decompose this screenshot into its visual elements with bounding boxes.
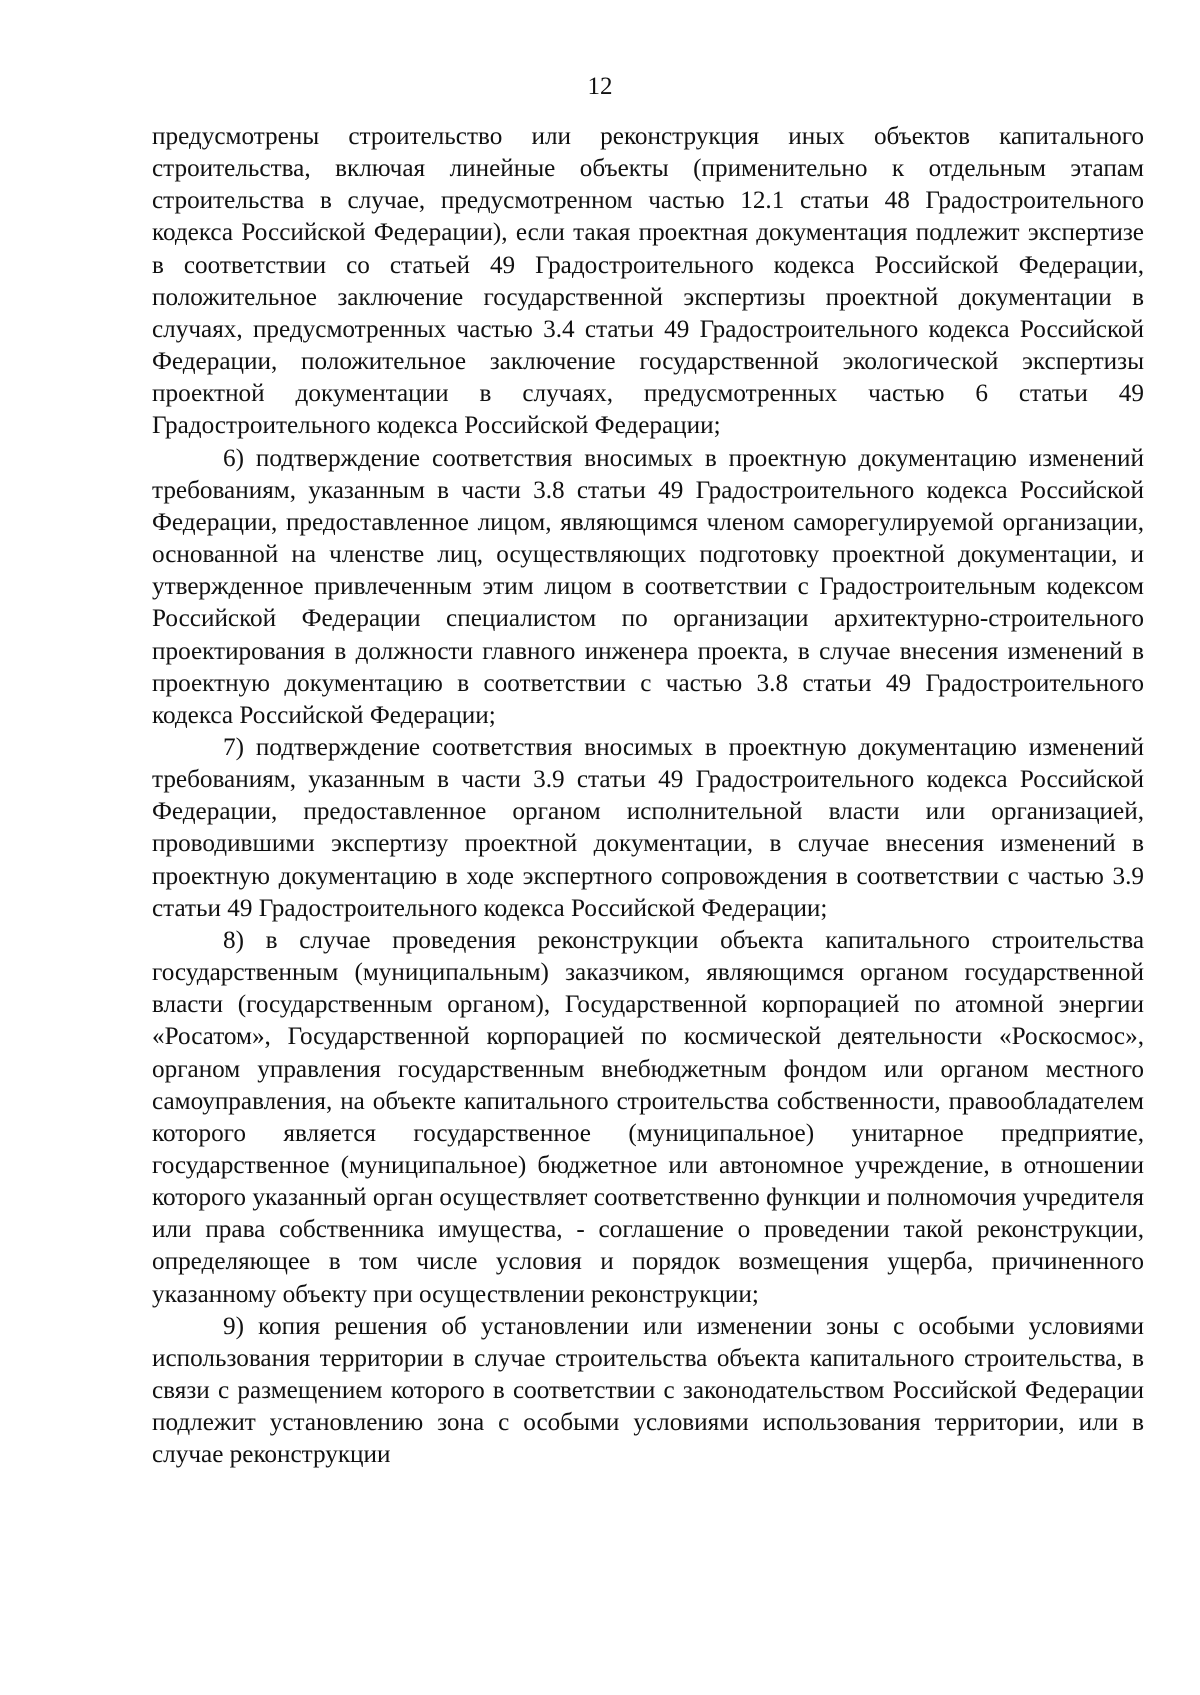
paragraph-item-8: 8) в случае проведения реконструкции объекта капитального строительства государственным (муниципальным) заказчиком, являющимся органом государственной власти (государственным органом), Государственной корпорацией по атомной энергии «Росатом», Государственной корпорацией по космической деятельности «Роскосмос», органом управления государственным внебюджетным фондом или органом местного самоуправления, на объекте капитального строительства собственности, правообладателем которого является государственное (муниципальное) унитарное предприятие, государственное (муниципальное) бюджетное или автономное учреждение, в отношении которого указанный орган осуществляет соответственно функции и полномочия учредителя или права собственника имущества, - соглашение о проведении такой реконструкции, определяющее в том числе условия и порядок возмещения ущерба, причиненного указанному объекту при осуществлении реконструкции; (152, 926, 1144, 1308)
paragraph-item-6: 6) подтверждение соответствия вносимых в проектную документацию изменений требованиям, указанным в части 3.8 статьи 49 Градостроительного кодекса Российской Федерации, предоставленное лицом, являющимся членом саморегулируемой организации, основанной на членстве лиц, осуществляющих подготовку проектной документации, и утвержденное привлеченным этим лицом в соответствии с Градостроительным кодексом Российской Федерации специалистом по организации архитектурно-строительного проектирования в должности главного инженера проекта, в случае внесения изменений в проектную документацию в соответствии с частью 3.8 статьи 49 Градостроительного кодекса Российской Федерации; (152, 444, 1144, 729)
paragraph-item-7: 7) подтверждение соответствия вносимых в проектную документацию изменений требованиям, указанным в части 3.9 статьи 49 Градостроительного кодекса Российской Федерации, предоставленное органом исполнительной власти или организацией, проводившими экспертизу проектной документации, в случае внесения изменений в проектную документацию в ходе экспертного сопровождения в соответствии с частью 3.9 статьи 49 Градостроительного кодекса Российской Федерации; (152, 733, 1144, 922)
page-number: 12 (587, 73, 613, 100)
paragraph-item-9: 9) копия решения об установлении или изменении зоны с особыми условиями использования территории в случае строительства объекта капитального строительства, в связи с размещением которого в соответствии с законодательством Российской Федерации подлежит установлению зона с особыми условиями использования территории, или в случае реконструкции (152, 1312, 1144, 1469)
document-body (152, 121, 1144, 1472)
paragraph-continuation: предусмотрены строительство или реконструкция иных объектов капитального строительства, включая линейные объекты (применительно к отдельным этапам строительства в случае, предусмотренном частью 12.1 статьи 48 Градостроительного кодекса Российской Федерации), если такая проектная документация подлежит экспертизе в соответствии со статьей 49 Градостроительного кодекса Российской Федерации, положительное заключение государственной экспертизы проектной документации в случаях, предусмотренных частью 3.4 статьи 49 Градостроительного кодекса Российской Федерации, положительное заключение государственной экологической экспертизы проектной документации в случаях, предусмотренных частью 6 статьи 49 Градостроительного кодекса Российской Федерации; (152, 123, 1144, 440)
